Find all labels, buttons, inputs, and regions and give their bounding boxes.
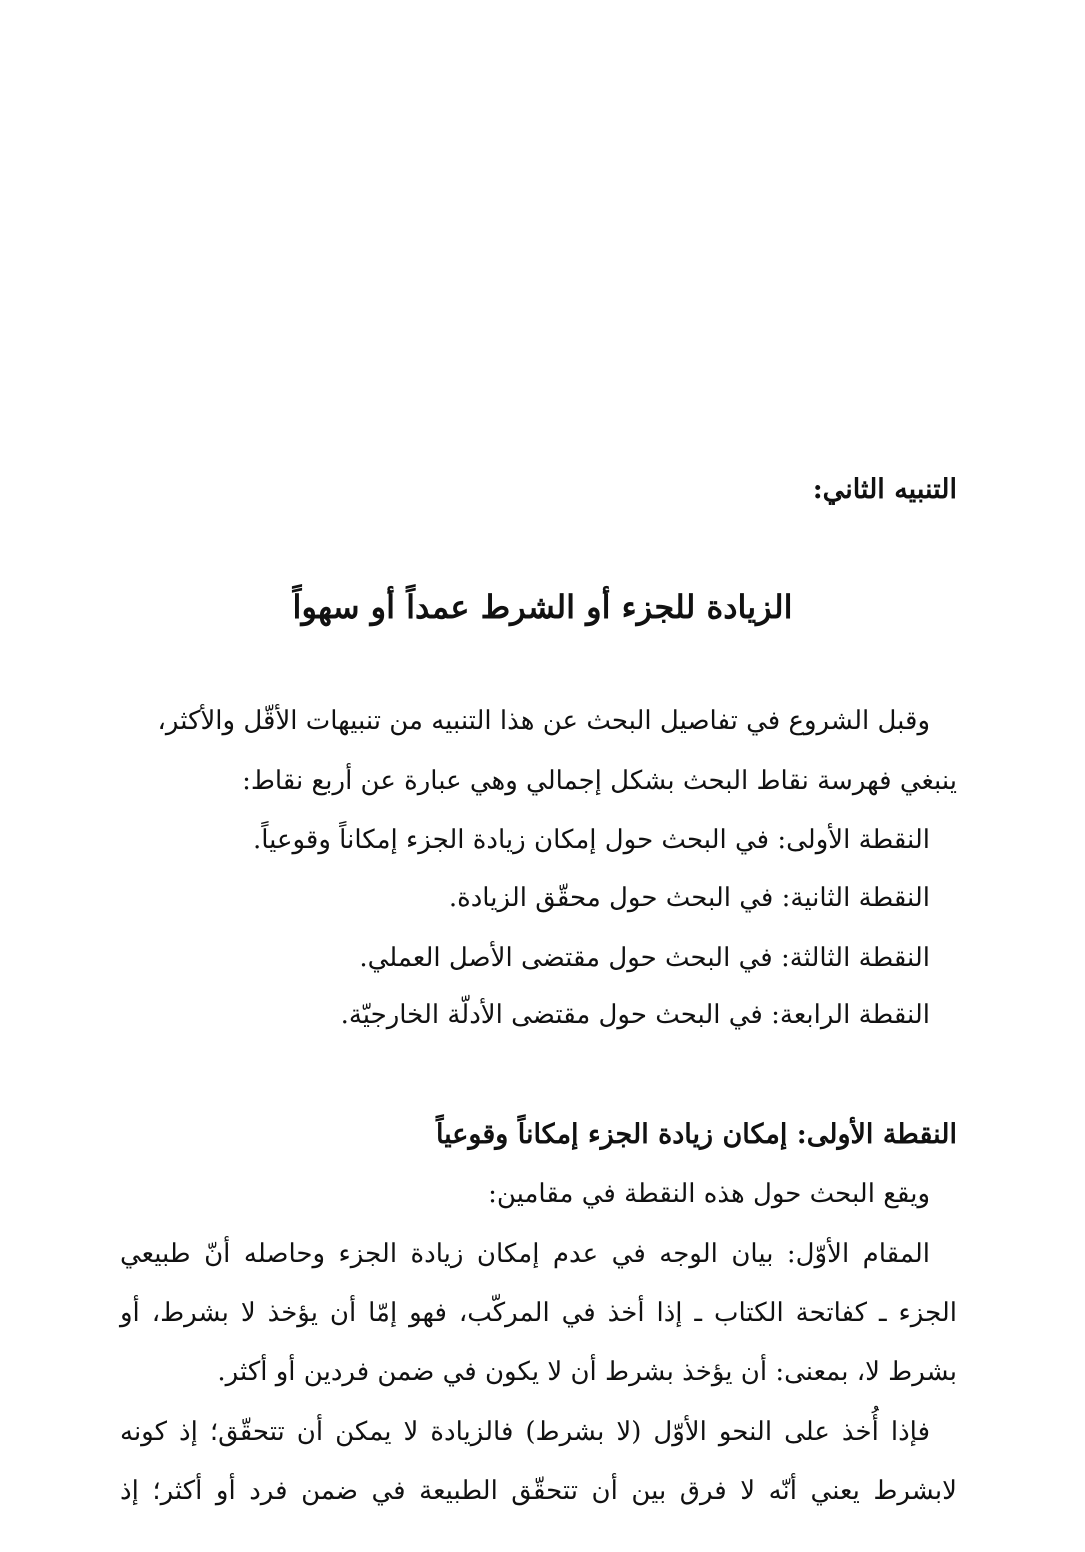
intro-line-2: ينبغي فهرسة نقاط البحث بشكل إجمالي وهي عبارة عن أربع نقاط: bbox=[242, 766, 957, 796]
section-heading bbox=[436, 1117, 957, 1153]
point-item-1: النقطة الأولى: في البحث حول إمكان زيادة الجزء إمكاناً وقوعياً. bbox=[252, 825, 930, 855]
body-line-5: فإذا أُخذ على النحو الأوّل (لا بشرط) فالزيادة لا يمكن أن تتحقّق؛ إذ كونه bbox=[120, 1417, 930, 1447]
page-title: الزيادة للجزء أو الشرط عمداً أو سهواً bbox=[292, 588, 793, 626]
section-heading-label: النقطة الأولى bbox=[806, 1119, 957, 1150]
body-line-6: لابشرط يعني أنّه لا فرق بين أن تتحقّق الطبيعة في ضمن فرد أو أكثر؛ إذ bbox=[120, 1476, 957, 1506]
section-heading-text: : إمكان زيادة الجزء إمكاناً وقوعياً bbox=[435, 1119, 807, 1150]
body-line-2: المقام الأوّل: بيان الوجه في عدم إمكان زيادة الجزء وحاصله أنّ طبيعي bbox=[120, 1239, 930, 1269]
body-line-4: بشرط لا، بمعنى: أن يؤخذ بشرط أن لا يكون في ضمن فردين أو أكثر. bbox=[217, 1357, 957, 1387]
notice-label: التنبيه الثاني: bbox=[812, 474, 957, 505]
point-item-4: النقطة الرابعة: في البحث حول مقتضى الأدلّة الخارجيّة. bbox=[340, 1000, 930, 1030]
point-item-2: النقطة الثانية: في البحث حول محقّق الزيادة. bbox=[448, 883, 930, 913]
intro-line-1: وقبل الشروع في تفاصيل البحث عن هذا التنبيه من تنبيهات الأقّل والأكثر، bbox=[157, 706, 930, 736]
body-line-1: ويقع البحث حول هذه النقطة في مقامين: bbox=[488, 1179, 930, 1209]
point-item-3: النقطة الثالثة: في البحث حول مقتضى الأصل العملي. bbox=[359, 943, 930, 973]
body-line-3: الجزء ـ كفاتحة الكتاب ـ إذا أخذ في المركّب، فهو إمّا أن يؤخذ لا بشرط، أو bbox=[120, 1298, 957, 1328]
